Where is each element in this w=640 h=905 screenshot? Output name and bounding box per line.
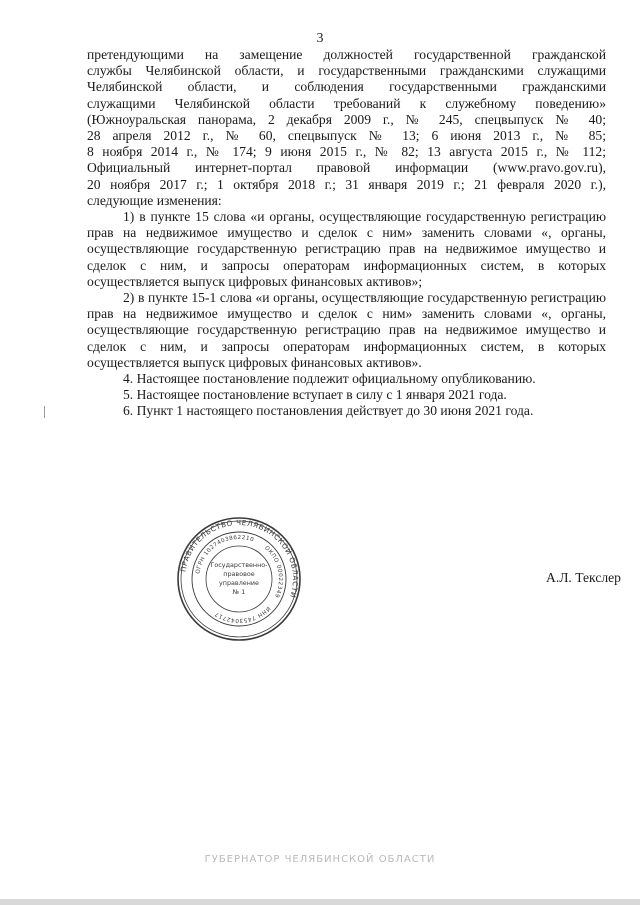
stamp-outer-text: ПРАВИТЕЛЬСТВО ЧЕЛЯБИНСКОЙ ОБЛАСТИ (178, 517, 301, 600)
stamp-inn: ИНН 7453042717 (213, 604, 271, 624)
clause-5: 5. Настоящее постановление вступает в силу с 1 января 2021 года. (123, 387, 507, 403)
intro-line: служащими Челябинской области требований к служебному поведению» (87, 95, 606, 111)
intro-line: Челябинской области, и соблюдения государственными гражданскими (87, 79, 606, 95)
stamp-center-line: Государственно- (210, 561, 268, 569)
margin-mark (44, 406, 45, 418)
intro-line: службы Челябинской области, и государственными гражданскими служащими (87, 63, 606, 79)
intro-line: (Южноуральская панорама, 2 декабря 2009 г., № 245, спецвыпуск № 40; (87, 111, 606, 127)
intro-line: 20 ноября 2017 г.; 1 октября 2018 г.; 31 января 2019 г.; 21 февраля 2020 г.), (87, 176, 606, 192)
amendment-item-2: 2) в пункте 15-1 слова «и органы, осуществляющие государственную регистрацию прав на недвижимое имущество и сделок с ним» заменить словами «, органы, осуществляющие государственную регистрацию прав на недвижимое имущество и сделок с ним, и запросы операторам информационных систем, в которых осуществляется выпуск цифровых финансовых активов». (87, 290, 606, 370)
intro-line: 8 ноября 2014 г., № 174; 9 июня 2015 г., № 82; 13 августа 2015 г., № 112; (87, 144, 606, 160)
stamp-center-line: правовое (223, 570, 255, 578)
intro-last-line: следующие изменения: (87, 192, 222, 208)
stamp-okpo: ОКПО 00022349 (263, 545, 284, 599)
signatory-name: А.Л. Текслер (546, 570, 621, 585)
official-seal-stamp (176, 516, 302, 642)
intro-paragraph (87, 47, 606, 209)
footer-watermark: ГУБЕРНАТОР ЧЕЛЯБИНСКОЙ ОБЛАСТИ (204, 854, 436, 865)
amendment-item-1: 1) в пункте 15 слова «и органы, осуществляющие государственную регистрацию прав на недвижимое имущество и сделок с ним» заменить словами «, органы, осуществляющие государственную регистрацию прав на недвижимое имущество и сделок с ним, и запросы операторам информационных систем, в которых осуществляется выпуск цифровых финансовых активов»; (87, 209, 606, 289)
stamp-ogrn: ОГРН 1027403862210 (195, 534, 255, 575)
page-number: 3 (316, 31, 324, 46)
stamp-center-line: № 1 (232, 588, 246, 596)
clause-6: 6. Пункт 1 настоящего постановления действует до 30 июня 2021 года. (123, 403, 534, 419)
stamp-center-line: управление (219, 579, 259, 587)
intro-line: 28 апреля 2012 г., № 60, спецвыпуск № 13; 6 июня 2013 г., № 85; (87, 128, 606, 144)
page-bottom-edge (0, 899, 640, 905)
intro-line: претендующими на замещение должностей государственной гражданской (87, 47, 606, 62)
document-body (87, 47, 606, 420)
intro-line: Официальный интернет-портал правовой информации (www.pravo.gov.ru), (87, 160, 606, 176)
clause-4: 4. Настоящее постановление подлежит официальному опубликованию. (123, 371, 536, 387)
